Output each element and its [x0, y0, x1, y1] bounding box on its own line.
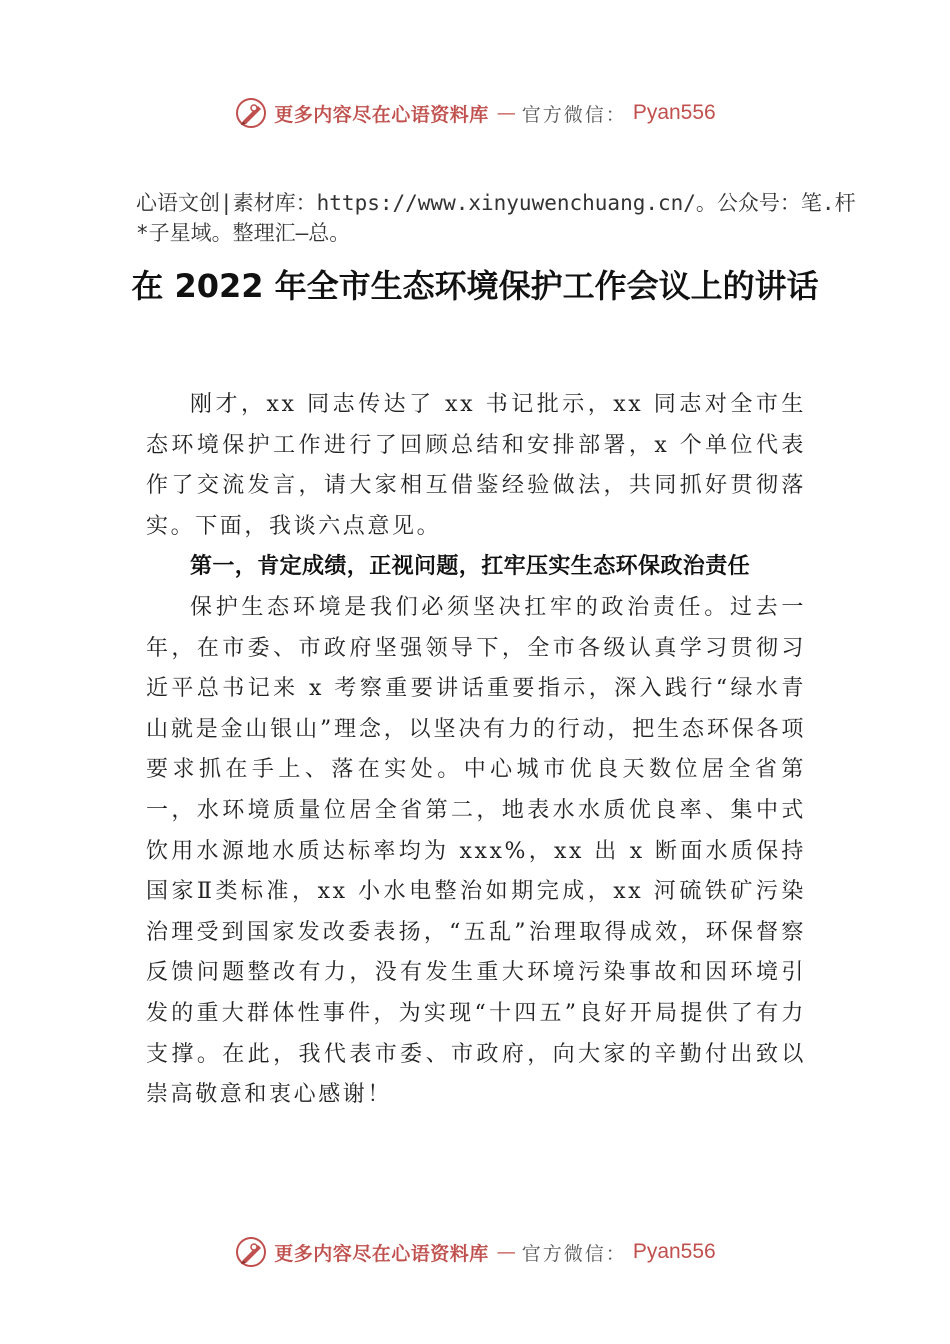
banner-wechat-id: Pyan556	[632, 101, 716, 124]
source-line: 心语文创|素材库：https://www.xinyuwenchuang.cn/。公众号：笔.杆*子星域。整理汇—总。	[136, 191, 856, 245]
paragraph-achievements: 保护生态环境是我们必须坚决扛牢的政治责任。过去一年，在市委、市政府坚强领导下，全市各级认真学习贯彻习近平总书记来 x 考察重要讲话重要指示，深入践行“绿水青山就是金山银山”理念，以坚决有力的行动，把生态环保各项要求抓在手上、落在实处。中心城市优良天数位居全省第一，水环境质量位居全省第二，地表水水质优良率、集中式饮用水源地水质达标率均为 xxx%，xx 出 x 断面水质保持国家Ⅱ类标准，xx 小水电整治如期完成，xx 河硫铁矿污染治理受到国家发改委表扬，“五乱”治理取得成效，环保督察反馈问题整改有力，没有发生重大环境污染事故和因环境引发的重大群体性事件，为实现“十四五”良好开局提供了有力支撑。在此，我代表市委、市政府，向大家的辛勤付出致以崇高敬意和衷心感谢！	[146, 594, 806, 1108]
pen-logo-icon	[234, 1235, 268, 1269]
section-heading-1: 第一，肯定成绩，正视问题，扛牢压实生态环保政治责任	[190, 554, 751, 580]
banner-wechat-label: 官方微信：	[521, 103, 627, 126]
banner-slogan: 更多内容尽在心语资料库	[274, 1242, 489, 1265]
pen-logo-icon	[234, 96, 268, 130]
footer-banner	[0, 1232, 950, 1272]
document-title: 在 2022 年全市生态环境保护工作会议上的讲话	[131, 267, 819, 305]
banner-dash: —	[496, 102, 516, 124]
banner-slogan: 更多内容尽在心语资料库	[274, 103, 489, 126]
paragraph-intro: 刚才，xx 同志传达了 xx 书记批示，xx 同志对全市生态环境保护工作进行了回顾总结和安排部署，x 个单位代表作了交流发言，请大家相互借鉴经验做法，共同抓好贯彻落实。下面，我谈六点意见。	[146, 392, 806, 539]
banner-dash: —	[496, 1241, 516, 1263]
document-body	[146, 385, 806, 1116]
banner-wechat-id: Pyan556	[632, 1240, 716, 1263]
banner-wechat-label: 官方微信：	[521, 1242, 627, 1265]
header-banner	[0, 93, 950, 133]
